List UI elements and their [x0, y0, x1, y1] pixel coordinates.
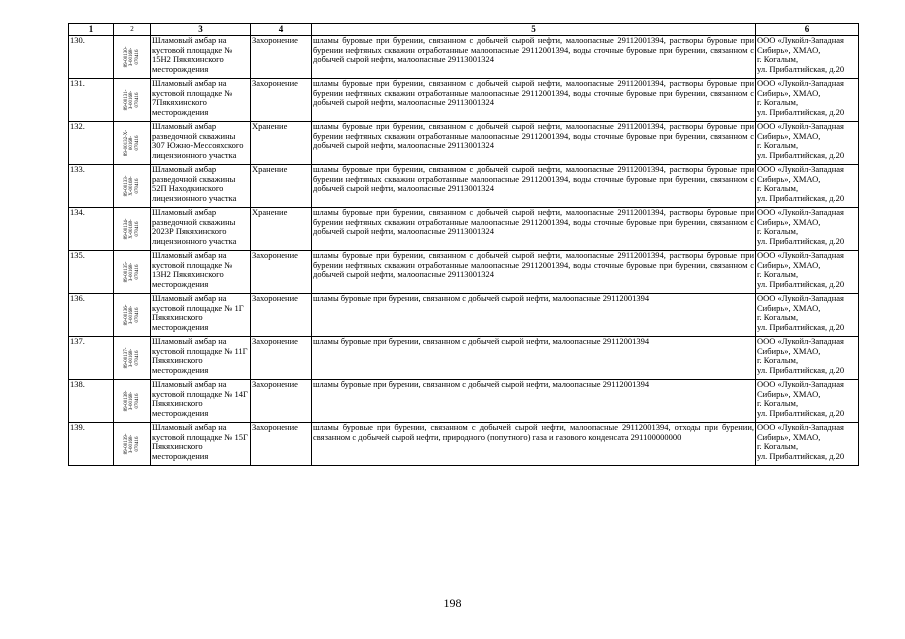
- waste-types-cell: шламы буровые при бурении, связанном с добычей сырой нефти, малоопасные 29112001394, растворы буровые при бурении нефтяных скважин отработанные малоопасные 29112001394, воды сточные буровые при бурении, связанном с добычей сырой нефти, малоопасные 29113001324: [312, 251, 756, 294]
- registry-code-text: 89-00139- З-00168- 070416: [123, 433, 140, 455]
- organization-cell: ООО «Лукойл-Западная Сибирь», ХМАО, г. Когалым, ул. Прибалтийская, д.20: [756, 208, 859, 251]
- registry-code-text: 89-00136- З-00168- 070416: [123, 304, 140, 326]
- organization-cell: ООО «Лукойл-Западная Сибирь», ХМАО, г. Когалым, ул. Прибалтийская, д.20: [756, 122, 859, 165]
- organization-cell: ООО «Лукойл-Западная Сибирь», ХМАО, г. Когалым, ул. Прибалтийская, д.20: [756, 337, 859, 380]
- registry-code-cell: [114, 251, 151, 294]
- facility-name-cell: Шламовый амбар на кустовой площадке № 7Пякяхинского месторождения: [151, 79, 251, 122]
- table-row: [69, 251, 859, 294]
- action-type-cell: Хранение: [251, 208, 312, 251]
- action-type-cell: Захоронение: [251, 251, 312, 294]
- facility-name-cell: Шламовый амбар разведочной скважины 2023Р Пякяхинского лицензионного участка: [151, 208, 251, 251]
- header-row: [69, 24, 859, 36]
- action-type-cell: Захоронение: [251, 79, 312, 122]
- registry-code-text: 89-00137- З-00168- 070416: [123, 347, 140, 369]
- organization-cell: ООО «Лукойл-Западная Сибирь», ХМАО, г. Когалым, ул. Прибалтийская, д.20: [756, 294, 859, 337]
- registry-table: [68, 23, 859, 466]
- table-row: [69, 294, 859, 337]
- row-number-cell: 136.: [69, 294, 114, 337]
- waste-types-cell: шламы буровые при бурении, связанном с добычей сырой нефти, малоопасные 29112001394, растворы буровые при бурении нефтяных скважин отработанные малоопасные 29112001394, воды сточные буровые при бурении, связанном с добычей сырой нефти, малоопасные 29113001324: [312, 79, 756, 122]
- organization-cell: ООО «Лукойл-Западная Сибирь», ХМАО, г. Когалым, ул. Прибалтийская, д.20: [756, 380, 859, 423]
- row-number-cell: 139.: [69, 423, 114, 466]
- organization-cell: ООО «Лукойл-Западная Сибирь», ХМАО, г. Когалым, ул. Прибалтийская, д.20: [756, 36, 859, 79]
- table-row: [69, 122, 859, 165]
- facility-name-cell: Шламовый амбар разведочной скважины 307 Южно-Мессояхского лицензионного участка: [151, 122, 251, 165]
- registry-code-text: 89-00134- Х-00168- 070416: [123, 218, 140, 240]
- facility-name-cell: Шламовый амбар на кустовой площадке № 1Г Пякяхинского месторождения: [151, 294, 251, 337]
- header-cell-5: 5: [312, 24, 756, 36]
- waste-types-cell: шламы буровые при бурении, связанном с добычей сырой нефти, малоопасные 29112001394: [312, 380, 756, 423]
- registry-code-text: 89-00135- З-00168- 070416: [123, 261, 140, 283]
- row-number-cell: 137.: [69, 337, 114, 380]
- registry-code-cell: [114, 380, 151, 423]
- waste-types-cell: шламы буровые при бурении, связанном с добычей сырой нефти, малоопасные 29112001394, растворы буровые при бурении нефтяных скважин отработанные малоопасные 29112001394, воды сточные буровые при бурении, связанном с добычей сырой нефти, малоопасные 29113001324: [312, 208, 756, 251]
- row-number-cell: 134.: [69, 208, 114, 251]
- row-number-cell: 130.: [69, 36, 114, 79]
- row-number-cell: 133.: [69, 165, 114, 208]
- waste-types-cell: шламы буровые при бурении, связанном с добычей сырой нефти, малоопасные 29112001394, растворы буровые при бурении нефтяных скважин отработанные малоопасные 29112001394, воды сточные буровые при бурении, связанном с добычей сырой нефти, малоопасные 29113001324: [312, 36, 756, 79]
- page-number: 198: [443, 596, 462, 610]
- organization-cell: ООО «Лукойл-Западная Сибирь», ХМАО, г. Когалым, ул. Прибалтийская, д.20: [756, 165, 859, 208]
- waste-types-cell: шламы буровые при бурении, связанном с добычей сырой нефти, малоопасные 29112001394, растворы буровые при бурении нефтяных скважин отработанные малоопасные 29112001394, воды сточные буровые при бурении, связанном с добычей сырой нефти, малоопасные 29113001324: [312, 122, 756, 165]
- table-row: [69, 36, 859, 79]
- header-cell-1: 1: [69, 24, 114, 36]
- registry-code-text: 89-00132-Х- 00168- 070416: [123, 129, 140, 157]
- action-type-cell: Хранение: [251, 122, 312, 165]
- row-number-cell: 132.: [69, 122, 114, 165]
- registry-code-cell: [114, 165, 151, 208]
- table-row: [69, 79, 859, 122]
- header-cell-6: 6: [756, 24, 859, 36]
- organization-cell: ООО «Лукойл-Западная Сибирь», ХМАО, г. Когалым, ул. Прибалтийская, д.20: [756, 423, 859, 466]
- header-cell-4: 4: [251, 24, 312, 36]
- facility-name-cell: Шламовый амбар разведочной скважины 52П Находкинского лицензионного участка: [151, 165, 251, 208]
- registry-code-cell: [114, 36, 151, 79]
- waste-types-cell: шламы буровые при бурении, связанном с добычей сырой нефти, малоопасные 29112001394, отходы при бурении, связанном с добычей сырой нефти, природного (попутного) газа и газового конденсата 291100000000: [312, 423, 756, 466]
- registry-code-cell: [114, 294, 151, 337]
- row-number-cell: 138.: [69, 380, 114, 423]
- waste-types-cell: шламы буровые при бурении, связанном с добычей сырой нефти, малоопасные 29112001394: [312, 294, 756, 337]
- action-type-cell: Захоронение: [251, 423, 312, 466]
- facility-name-cell: Шламовый амбар на кустовой площадке № 15Г Пякяхинского месторождения: [151, 423, 251, 466]
- organization-cell: ООО «Лукойл-Западная Сибирь», ХМАО, г. Когалым, ул. Прибалтийская, д.20: [756, 251, 859, 294]
- registry-code-cell: [114, 122, 151, 165]
- row-number-cell: 131.: [69, 79, 114, 122]
- registry-code-cell: [114, 208, 151, 251]
- header-cell-3: 3: [151, 24, 251, 36]
- table-row: [69, 337, 859, 380]
- registry-code-text: 89-00130- З-00168- 070416: [123, 46, 140, 68]
- row-number-cell: 135.: [69, 251, 114, 294]
- organization-cell: ООО «Лукойл-Западная Сибирь», ХМАО, г. Когалым, ул. Прибалтийская, д.20: [756, 79, 859, 122]
- facility-name-cell: Шламовый амбар на кустовой площадке № 11Г Пякяхинского месторождения: [151, 337, 251, 380]
- table-row: [69, 165, 859, 208]
- action-type-cell: Захоронение: [251, 36, 312, 79]
- facility-name-cell: Шламовый амбар на кустовой площадке № 15Н2 Пякяхинского месторождения: [151, 36, 251, 79]
- header-cell-2: 2: [114, 24, 151, 36]
- table-row: [69, 380, 859, 423]
- registry-code-cell: [114, 79, 151, 122]
- facility-name-cell: Шламовый амбар на кустовой площадке № 14Г Пякяхинского месторождения: [151, 380, 251, 423]
- registry-code-text: 89-00138- З-00168- 070416: [123, 390, 140, 412]
- registry-code-text: 89-00131- З-00168- 070416: [123, 89, 140, 111]
- action-type-cell: Захоронение: [251, 380, 312, 423]
- action-type-cell: Захоронение: [251, 337, 312, 380]
- table-row: [69, 208, 859, 251]
- facility-name-cell: Шламовый амбар на кустовой площадке № 13Н2 Пякяхинского месторождения: [151, 251, 251, 294]
- registry-code-cell: [114, 423, 151, 466]
- table-row: [69, 423, 859, 466]
- registry-code-text: 89-00133- Х-00168- 070416: [123, 175, 140, 197]
- waste-types-cell: шламы буровые при бурении, связанном с добычей сырой нефти, малоопасные 29112001394, растворы буровые при бурении нефтяных скважин отработанные малоопасные 29112001394, воды сточные буровые при бурении, связанном с добычей сырой нефти, малоопасные 29113001324: [312, 165, 756, 208]
- action-type-cell: Хранение: [251, 165, 312, 208]
- action-type-cell: Захоронение: [251, 294, 312, 337]
- registry-code-cell: [114, 337, 151, 380]
- waste-types-cell: шламы буровые при бурении, связанном с добычей сырой нефти, малоопасные 29112001394: [312, 337, 756, 380]
